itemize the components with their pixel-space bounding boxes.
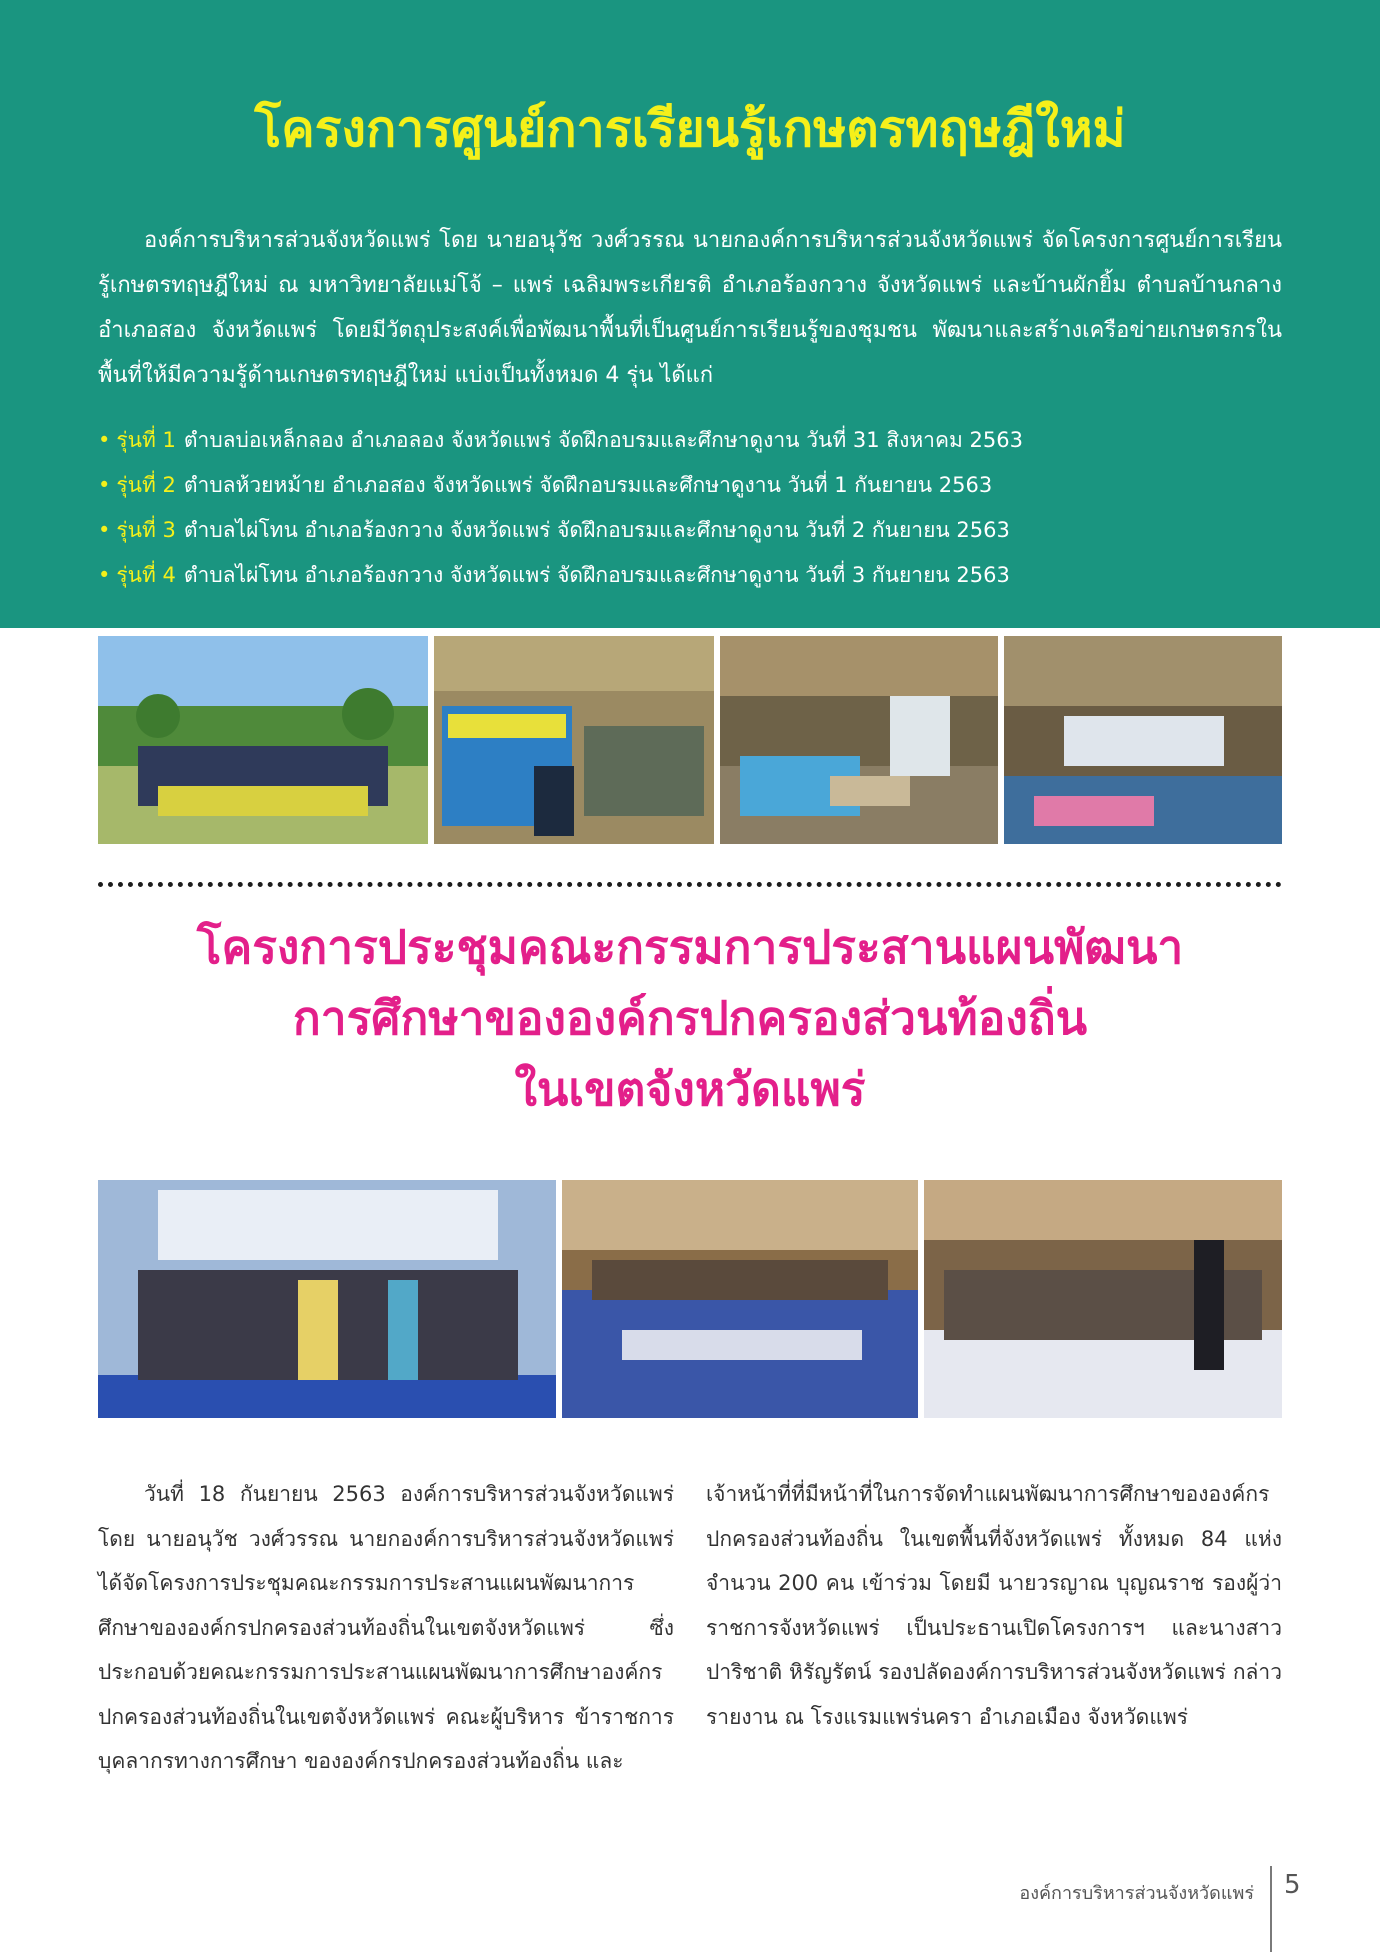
photo-workshop-area [720, 636, 998, 844]
list-item: • รุ่นที่ 1 ตำบลบ่อเหล็กลอง อำเภอลอง จังหวัดแพร่ จัดฝึกอบรมและศึกษาดูงาน วันที่ 31 สิงหาคม 2563 [98, 428, 1023, 452]
list-item: • รุ่นที่ 3 ตำบลไผ่โทน อำเภอร้องกวาง จังหวัดแพร่ จัดฝึกอบรมและศึกษาดูงาน วันที่ 2 กันยายน 2563 [98, 518, 1010, 542]
section2-title: โครงการประชุมคณะกรรมการประสานแผนพัฒนา การศึกษาขององค์กรปกครองส่วนท้องถิ่น ในเขตจังหวัดแพร่ [196, 920, 1184, 1116]
bullet-icon: • [98, 563, 111, 587]
section1-title: โครงการศูนย์การเรียนรู้เกษตรทฤษฎีใหม่ [254, 100, 1126, 158]
photo-meeting-room [562, 1180, 918, 1418]
bullet-icon: • [98, 473, 111, 497]
bullet-icon: • [98, 518, 111, 542]
photo-meeting-speaker [924, 1180, 1282, 1418]
photo-field-group [98, 636, 428, 844]
footer-org-name: องค์การบริหารส่วนจังหวัดแพร่ [1019, 1883, 1254, 1904]
list-item: • รุ่นที่ 4 ตำบลไผ่โทน อำเภอร้องกวาง จังหวัดแพร่ จัดฝึกอบรมและศึกษาดูงาน วันที่ 3 กันยายน 2563 [98, 563, 1010, 587]
photo-committee-group [98, 1180, 556, 1418]
generation-list [98, 418, 1318, 598]
section2-column-right: เจ้าหน้าที่ที่มีหน้าที่ในการจัดทำแผนพัฒนาการศึกษาขององค์กรปกครองส่วนท้องถิ่น ในเขตพื้นที่จังหวัดแพร่ ทั้งหมด 84 แห่ง จำนวน 200 คน เข้าร่วม โดยมี นายวรญาณ บุญณราช รองผู้ว่าราชการจังหวัดแพร่ เป็นประธานเปิดโครงการฯ และนางสาวปาริชาติ หิรัญรัตน์ รองปลัดองค์การบริหารส่วนจังหวัดแพร่ กล่าวรายงาน ณ โรงแรมแพร่นครา อำเภอเมือง จังหวัดแพร่ [706, 1482, 1282, 1729]
bullet-icon: • [98, 428, 111, 452]
photo-training-banner [434, 636, 714, 844]
section-divider [98, 882, 1282, 887]
photo-seminar-hall [1004, 636, 1282, 844]
list-item: • รุ่นที่ 2 ตำบลห้วยหม้าย อำเภอสอง จังหวัดแพร่ จัดฝึกอบรมและศึกษาดูงาน วันที่ 1 กันยายน 2563 [98, 473, 993, 497]
footer-divider [1270, 1866, 1272, 1952]
page-number: 5 [1284, 1870, 1301, 1900]
section2-column-left: วันที่ 18 กันยายน 2563 องค์การบริหารส่วนจังหวัดแพร่ โดย นายอนุวัช วงศ์วรรณ นายกองค์การบริหารส่วนจังหวัดแพร่ ได้จัดโครงการประชุมคณะกรรมการประสานแผนพัฒนาการศึกษาขององค์กรปกครองส่วนท้องถิ่นในเขตจังหวัดแพร่ ซึ่งประกอบด้วยคณะกรรมการประสานแผนพัฒนาการศึกษาองค์กรปกครองส่วนท้องถิ่นในเขตจังหวัดแพร่ คณะผู้บริหาร ข้าราชการ บุคลากรทางการศึกษา ขององค์กรปกครองส่วนท้องถิ่น และ [98, 1482, 674, 1773]
section1-intro: องค์การบริหารส่วนจังหวัดแพร่ โดย นายอนุวัช วงศ์วรรณ นายกองค์การบริหารส่วนจังหวัดแพร่ จัดโครงการศูนย์การเรียนรู้เกษตรทฤษฎีใหม่ ณ มหาวิทยาลัยแม่โจ้ – แพร่ เฉลิมพระเกียรติ อำเภอร้องกวาง จังหวัดแพร่ และบ้านผักยิ้ม ตำบลบ้านกลาง อำเภอสอง จังหวัดแพร่ โดยมีวัตถุประสงค์เพื่อพัฒนาพื้นที่เป็นศูนย์การเรียนรู้ของชุมชน พัฒนาและสร้างเครือข่ายเกษตรกรในพื้นที่ให้มีความรู้ด้านเกษตรทฤษฎีใหม่ แบ่งเป็นทั้งหมด 4 รุ่น ได้แก่ [98, 228, 1282, 388]
